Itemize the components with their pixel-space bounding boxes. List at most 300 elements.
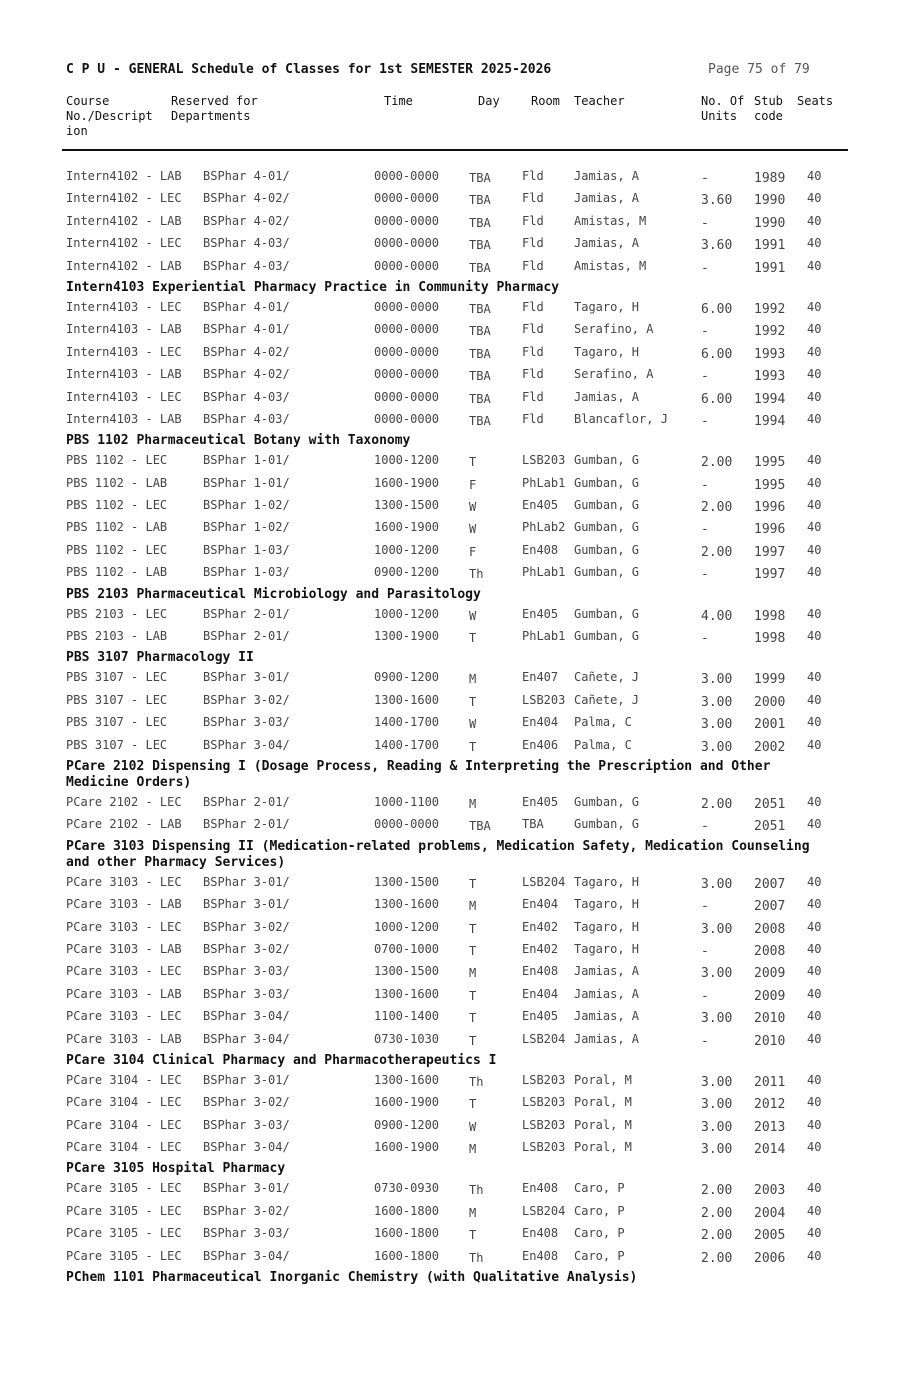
cell-stub: 1998 (754, 608, 786, 624)
cell-stub: 2000 (754, 694, 786, 710)
cell-time: 0000-0000 (374, 322, 440, 337)
cell-dept: BSPhar 3-04/ (203, 1009, 290, 1024)
cell-stub: 1991 (754, 260, 786, 276)
course-section-title: PCare 3103 Dispensing II (Medication-related problems, Medication Safety, Medication Counseling and other Pharmacy Services) (66, 838, 810, 870)
cell-teacher: Gumban, G (574, 498, 640, 513)
cell-course: PCare 3105 - LEC (66, 1203, 182, 1218)
cell-time: 1000-1200 (374, 606, 440, 621)
course-section-title: PBS 3107 Pharmacology II (66, 650, 254, 666)
cell-time: 1600-1900 (374, 520, 440, 535)
cell-time: 0700-1000 (374, 941, 440, 956)
schedule-row (0, 603, 900, 625)
cell-teacher: Tagaro, H (574, 874, 640, 889)
cell-room: En404 (522, 715, 559, 730)
schedule-row (0, 1028, 900, 1050)
cell-room: PhLab1 (522, 475, 566, 490)
cell-dept: BSPhar 3-04/ (203, 1248, 290, 1263)
cell-dept: BSPhar 3-02/ (203, 919, 290, 934)
cell-stub: 2003 (754, 1183, 786, 1199)
cell-dept: BSPhar 4-03/ (203, 389, 290, 404)
cell-dept: BSPhar 3-01/ (203, 670, 290, 685)
cell-teacher: Tagaro, H (574, 897, 640, 912)
cell-dept: BSPhar 4-03/ (203, 411, 290, 426)
cell-day: TBA (469, 391, 491, 406)
cell-units: 2.00 (701, 544, 733, 560)
cell-time: 1300-1500 (374, 964, 440, 979)
col-seats: Seats (797, 94, 834, 108)
cell-time: 1600-1900 (374, 1095, 440, 1110)
cell-dept: BSPhar 4-01/ (203, 169, 290, 183)
cell-stub: 2006 (754, 1250, 786, 1266)
cell-course: PCare 2102 - LEC (66, 794, 182, 809)
cell-day: M (469, 966, 477, 981)
cell-day: TBA (469, 301, 491, 316)
cell-time: 1600-1800 (374, 1203, 440, 1218)
cell-teacher: Jamias, A (574, 236, 640, 251)
cell-room: En404 (522, 986, 559, 1001)
cell-units: 3.00 (701, 1074, 733, 1090)
cell-room: En405 (522, 1009, 559, 1024)
schedule-row (0, 165, 900, 187)
cell-units: 2.00 (701, 500, 733, 516)
cell-dept: BSPhar 1-03/ (203, 542, 290, 557)
cell-room: Fld (522, 213, 544, 228)
col-stub: Stub code (754, 94, 783, 123)
cell-time: 0000-0000 (374, 169, 440, 183)
schedule-row (0, 1005, 900, 1027)
cell-seats: 40 (807, 670, 822, 685)
cell-units: 3.00 (701, 717, 733, 733)
cell-course: PCare 3105 - LEC (66, 1248, 182, 1263)
schedule-list (0, 165, 900, 1286)
cell-room: En405 (522, 794, 559, 809)
cell-course: Intern4102 - LEC (66, 191, 182, 206)
cell-room: Fld (522, 258, 544, 273)
cell-seats: 40 (807, 964, 822, 979)
schedule-row (0, 318, 900, 340)
cell-day: TBA (469, 413, 491, 428)
cell-units: - (701, 171, 709, 186)
cell-seats: 40 (807, 919, 822, 934)
cell-stub: 1989 (754, 171, 786, 186)
cell-day: T (469, 943, 477, 958)
cell-room: PhLab1 (522, 565, 566, 580)
cell-seats: 40 (807, 1248, 822, 1263)
cell-teacher: Gumban, G (574, 565, 640, 580)
cell-course: PCare 3104 - LEC (66, 1095, 182, 1110)
cell-time: 1000-1200 (374, 919, 440, 934)
cell-units: 4.00 (701, 608, 733, 624)
schedule-row (0, 1177, 900, 1199)
cell-time: 0900-1200 (374, 670, 440, 685)
cell-dept: BSPhar 3-03/ (203, 1117, 290, 1132)
cell-seats: 40 (807, 322, 822, 337)
cell-units: 3.00 (701, 966, 733, 982)
cell-dept: BSPhar 4-02/ (203, 191, 290, 206)
cell-teacher: Gumban, G (574, 606, 640, 621)
cell-stub: 2051 (754, 796, 786, 812)
cell-day: TBA (469, 193, 491, 208)
cell-time: 1000-1200 (374, 542, 440, 557)
cell-stub: 1995 (754, 477, 786, 493)
cell-stub: 2012 (754, 1097, 786, 1113)
cell-time: 0900-1200 (374, 565, 440, 580)
cell-day: T (469, 455, 477, 470)
cell-day: W (469, 608, 477, 623)
cell-stub: 2011 (754, 1074, 786, 1090)
cell-seats: 40 (807, 794, 822, 809)
cell-course: PCare 3103 - LEC (66, 919, 182, 934)
cell-stub: 1992 (754, 301, 786, 317)
cell-teacher: Jamias, A (574, 986, 640, 1001)
cell-seats: 40 (807, 367, 822, 382)
cell-units: 3.00 (701, 1119, 733, 1135)
schedule-row (0, 386, 900, 408)
cell-room: LSB203 (522, 1095, 566, 1110)
cell-room: En402 (522, 919, 559, 934)
cell-room: LSB203 (522, 1140, 566, 1155)
cell-seats: 40 (807, 453, 822, 468)
cell-room: Fld (522, 367, 544, 382)
cell-day: T (469, 1097, 477, 1112)
cell-day: M (469, 1205, 477, 1220)
cell-course: PCare 3105 - LEC (66, 1226, 182, 1241)
cell-time: 1600-1800 (374, 1248, 440, 1263)
cell-room: En408 (522, 542, 559, 557)
cell-time: 0730-1030 (374, 1031, 440, 1046)
cell-time: 0900-1200 (374, 1117, 440, 1132)
cell-day: W (469, 1119, 477, 1134)
schedule-row (0, 341, 900, 363)
cell-dept: BSPhar 4-02/ (203, 367, 290, 382)
schedule-row (0, 813, 900, 835)
cell-stub: 1994 (754, 413, 786, 429)
cell-stub: 2010 (754, 1033, 786, 1049)
cell-teacher: Tagaro, H (574, 919, 640, 934)
cell-seats: 40 (807, 1203, 822, 1218)
cell-stub: 2001 (754, 717, 786, 733)
cell-day: T (469, 1011, 477, 1026)
cell-seats: 40 (807, 897, 822, 912)
cell-room: LSB204 (522, 1203, 566, 1218)
schedule-row (0, 449, 900, 471)
cell-day: T (469, 1033, 477, 1048)
cell-day: T (469, 631, 477, 646)
cell-units: - (701, 522, 709, 538)
cell-course: PCare 3104 - LEC (66, 1117, 182, 1132)
cell-day: T (469, 988, 477, 1003)
cell-course: PBS 2103 - LAB (66, 629, 168, 644)
col-teacher: Teacher (574, 94, 625, 108)
cell-units: 3.00 (701, 672, 733, 688)
cell-dept: BSPhar 3-04/ (203, 1140, 290, 1155)
schedule-row (0, 363, 900, 385)
cell-dept: BSPhar 3-04/ (203, 1031, 290, 1046)
cell-stub: 1997 (754, 544, 786, 560)
cell-seats: 40 (807, 389, 822, 404)
cell-room: Fld (522, 344, 544, 359)
cell-seats: 40 (807, 1031, 822, 1046)
cell-room: PhLab1 (522, 629, 566, 644)
cell-course: PBS 3107 - LEC (66, 692, 168, 707)
cell-teacher: Gumban, G (574, 629, 640, 644)
cell-time: 0000-0000 (374, 236, 440, 251)
cell-units: - (701, 215, 709, 231)
cell-stub: 1992 (754, 324, 786, 340)
cell-room: En402 (522, 941, 559, 956)
cell-teacher: Poral, M (574, 1140, 632, 1155)
cell-day: F (469, 544, 477, 559)
cell-dept: BSPhar 3-03/ (203, 964, 290, 979)
cell-room: Fld (522, 322, 544, 337)
cell-stub: 2009 (754, 966, 786, 982)
cell-course: Intern4102 - LEC (66, 236, 182, 251)
cell-seats: 40 (807, 1181, 822, 1196)
cell-room: En405 (522, 498, 559, 513)
cell-stub: 1997 (754, 567, 786, 583)
schedule-row (0, 1200, 900, 1222)
cell-teacher: Cañete, J (574, 670, 640, 685)
schedule-row (0, 255, 900, 277)
cell-room: LSB204 (522, 874, 566, 889)
cell-stub: 2010 (754, 1011, 786, 1027)
cell-time: 0000-0000 (374, 191, 440, 206)
cell-day: TBA (469, 238, 491, 253)
cell-time: 0000-0000 (374, 389, 440, 404)
cell-dept: BSPhar 2-01/ (203, 606, 290, 621)
cell-teacher: Tagaro, H (574, 299, 640, 314)
cell-seats: 40 (807, 258, 822, 273)
cell-teacher: Gumban, G (574, 817, 640, 832)
schedule-row (0, 1136, 900, 1158)
cell-teacher: Tagaro, H (574, 941, 640, 956)
cell-dept: BSPhar 3-03/ (203, 1226, 290, 1241)
schedule-row (0, 472, 900, 494)
cell-stub: 2005 (754, 1228, 786, 1244)
cell-units: - (701, 369, 709, 385)
cell-teacher: Serafino, A (574, 367, 654, 382)
schedule-row (0, 1091, 900, 1113)
cell-day: TBA (469, 346, 491, 361)
cell-dept: BSPhar 3-02/ (203, 1203, 290, 1218)
cell-teacher: Amistas, M (574, 213, 647, 228)
col-day: Day (478, 94, 500, 108)
cell-time: 1400-1700 (374, 715, 440, 730)
cell-units: - (701, 324, 709, 340)
cell-time: 1600-1900 (374, 475, 440, 490)
cell-time: 0000-0000 (374, 411, 440, 426)
header-rule (62, 149, 848, 151)
cell-seats: 40 (807, 498, 822, 513)
schedule-row (0, 516, 900, 538)
cell-dept: BSPhar 4-03/ (203, 236, 290, 251)
schedule-row (0, 1222, 900, 1244)
cell-seats: 40 (807, 1226, 822, 1241)
cell-time: 1300-1600 (374, 986, 440, 1001)
cell-seats: 40 (807, 169, 822, 183)
cell-units: 2.00 (701, 1250, 733, 1266)
cell-seats: 40 (807, 1072, 822, 1087)
cell-units: 2.00 (701, 1205, 733, 1221)
cell-units: 3.00 (701, 1097, 733, 1113)
cell-course: PBS 3107 - LEC (66, 737, 168, 752)
cell-room: LSB203 (522, 1072, 566, 1087)
col-reserved: Reserved for Departments (171, 94, 258, 123)
cell-units: 3.00 (701, 1011, 733, 1027)
col-time: Time (384, 94, 413, 108)
cell-units: 3.00 (701, 1142, 733, 1158)
cell-time: 0000-0000 (374, 213, 440, 228)
schedule-row (0, 938, 900, 960)
cell-teacher: Serafino, A (574, 322, 654, 337)
cell-dept: BSPhar 4-03/ (203, 258, 290, 273)
cell-stub: 2051 (754, 819, 786, 835)
cell-dept: BSPhar 4-02/ (203, 213, 290, 228)
schedule-row (0, 210, 900, 232)
cell-seats: 40 (807, 1140, 822, 1155)
cell-course: PBS 3107 - LEC (66, 715, 168, 730)
cell-time: 0000-0000 (374, 258, 440, 273)
cell-dept: BSPhar 4-02/ (203, 344, 290, 359)
cell-seats: 40 (807, 475, 822, 490)
cell-dept: BSPhar 3-01/ (203, 897, 290, 912)
schedule-row (0, 232, 900, 254)
cell-teacher: Caro, P (574, 1203, 625, 1218)
cell-day: W (469, 717, 477, 732)
cell-units: 2.00 (701, 455, 733, 471)
cell-course: PBS 1102 - LAB (66, 475, 168, 490)
cell-teacher: Gumban, G (574, 794, 640, 809)
cell-room: En406 (522, 737, 559, 752)
course-section-title: PBS 1102 Pharmaceutical Botany with Taxonomy (66, 433, 411, 449)
cell-course: Intern4102 - LAB (66, 213, 182, 228)
cell-dept: BSPhar 2-01/ (203, 817, 290, 832)
cell-day: W (469, 500, 477, 515)
cell-stub: 2013 (754, 1119, 786, 1135)
cell-stub: 2008 (754, 943, 786, 959)
cell-teacher: Blancaflor, J (574, 411, 668, 426)
schedule-row (0, 711, 900, 733)
cell-time: 1300-1900 (374, 629, 440, 644)
cell-room: TBA (522, 817, 544, 832)
cell-course: PBS 1102 - LEC (66, 498, 168, 513)
cell-stub: 2009 (754, 988, 786, 1004)
cell-course: PBS 1102 - LEC (66, 542, 168, 557)
cell-day: Th (469, 1250, 484, 1265)
cell-teacher: Amistas, M (574, 258, 647, 273)
schedule-row (0, 408, 900, 430)
cell-course: PCare 3103 - LEC (66, 964, 182, 979)
cell-dept: BSPhar 3-03/ (203, 715, 290, 730)
cell-units: - (701, 413, 709, 429)
cell-teacher: Jamias, A (574, 964, 640, 979)
cell-course: Intern4103 - LAB (66, 411, 182, 426)
cell-room: En405 (522, 606, 559, 621)
schedule-row (0, 1069, 900, 1091)
cell-teacher: Jamias, A (574, 389, 640, 404)
cell-teacher: Gumban, G (574, 475, 640, 490)
cell-seats: 40 (807, 565, 822, 580)
cell-stub: 2002 (754, 739, 786, 755)
cell-day: T (469, 1228, 477, 1243)
cell-units: - (701, 1033, 709, 1049)
cell-dept: BSPhar 3-01/ (203, 1181, 290, 1196)
cell-seats: 40 (807, 629, 822, 644)
course-section-title: Intern4103 Experiential Pharmacy Practice in Community Pharmacy (66, 279, 560, 295)
cell-seats: 40 (807, 874, 822, 889)
cell-time: 0000-0000 (374, 367, 440, 382)
cell-teacher: Poral, M (574, 1072, 632, 1087)
cell-room: LSB203 (522, 453, 566, 468)
cell-time: 1300-1600 (374, 692, 440, 707)
schedule-row (0, 893, 900, 915)
cell-course: PCare 3104 - LEC (66, 1072, 182, 1087)
cell-dept: BSPhar 1-03/ (203, 565, 290, 580)
cell-time: 1400-1700 (374, 737, 440, 752)
cell-seats: 40 (807, 986, 822, 1001)
cell-course: PBS 1102 - LAB (66, 565, 168, 580)
cell-stub: 1993 (754, 369, 786, 385)
col-room: Room (531, 94, 560, 108)
cell-stub: 1996 (754, 500, 786, 516)
cell-course: Intern4102 - LAB (66, 169, 182, 183)
schedule-row (0, 1114, 900, 1136)
cell-course: PCare 3104 - LEC (66, 1140, 182, 1155)
cell-course: PBS 2103 - LEC (66, 606, 168, 621)
cell-seats: 40 (807, 411, 822, 426)
schedule-row (0, 791, 900, 813)
course-section-title: PChem 1101 Pharmaceutical Inorganic Chemistry (with Qualitative Analysis) (66, 1270, 638, 1286)
cell-room: LSB203 (522, 692, 566, 707)
cell-units: 3.00 (701, 876, 733, 892)
cell-teacher: Poral, M (574, 1095, 632, 1110)
schedule-row (0, 960, 900, 982)
cell-units: 3.00 (701, 694, 733, 710)
cell-course: Intern4103 - LEC (66, 299, 182, 314)
cell-teacher: Palma, C (574, 737, 632, 752)
cell-stub: 1998 (754, 631, 786, 647)
cell-teacher: Jamias, A (574, 191, 640, 206)
cell-seats: 40 (807, 344, 822, 359)
cell-course: PCare 2102 - LAB (66, 817, 182, 832)
cell-course: PBS 1102 - LEC (66, 453, 168, 468)
schedule-row (0, 625, 900, 647)
cell-stub: 1999 (754, 672, 786, 688)
cell-stub: 1990 (754, 215, 786, 231)
cell-dept: BSPhar 3-02/ (203, 1095, 290, 1110)
cell-course: PBS 1102 - LAB (66, 520, 168, 535)
cell-seats: 40 (807, 737, 822, 752)
schedule-row (0, 689, 900, 711)
cell-day: M (469, 672, 477, 687)
cell-teacher: Tagaro, H (574, 344, 640, 359)
cell-stub: 2004 (754, 1205, 786, 1221)
cell-seats: 40 (807, 520, 822, 535)
cell-day: T (469, 921, 477, 936)
cell-units: 3.60 (701, 238, 733, 254)
cell-stub: 2007 (754, 899, 786, 915)
cell-stub: 2008 (754, 921, 786, 937)
cell-time: 1300-1500 (374, 874, 440, 889)
cell-room: Fld (522, 236, 544, 251)
cell-units: 3.00 (701, 739, 733, 755)
cell-stub: 1990 (754, 193, 786, 209)
cell-course: PCare 3103 - LAB (66, 1031, 182, 1046)
schedule-row (0, 916, 900, 938)
cell-room: Fld (522, 169, 544, 183)
cell-day: TBA (469, 819, 491, 834)
cell-course: Intern4103 - LEC (66, 389, 182, 404)
